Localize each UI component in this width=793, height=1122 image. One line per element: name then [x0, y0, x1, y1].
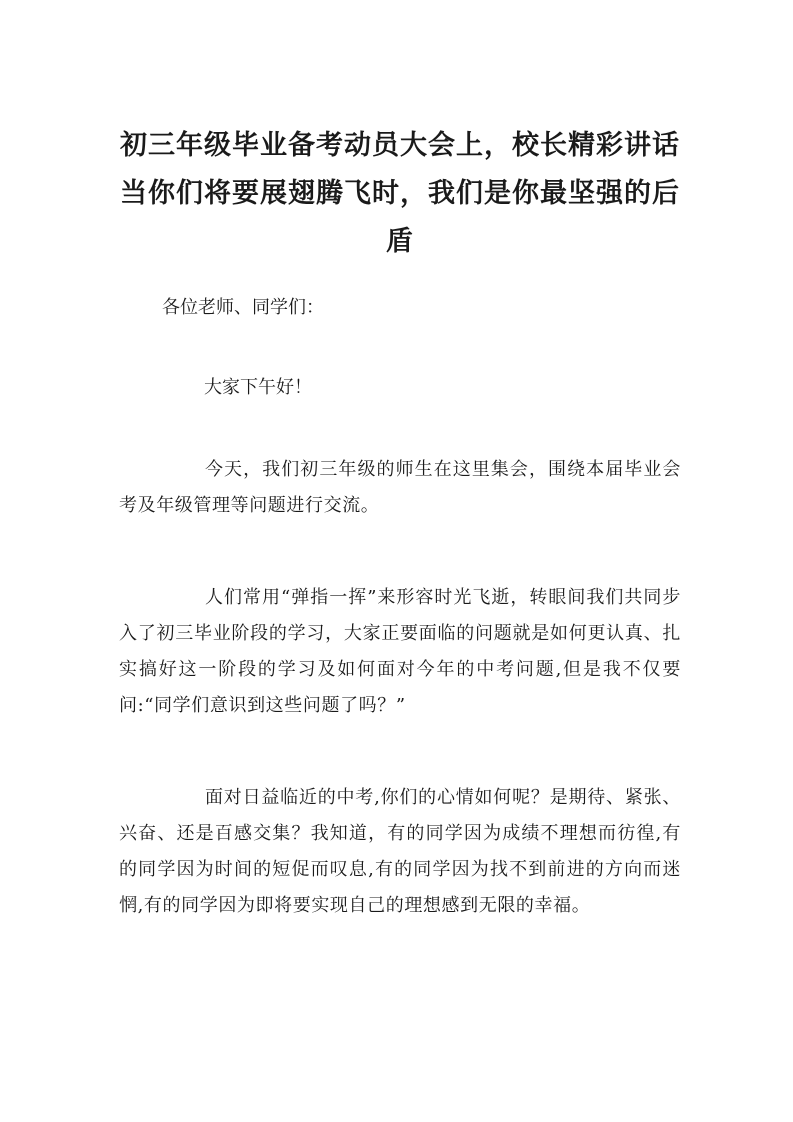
paragraph-1: 今天，我们初三年级的师生在这里集会，围绕本届毕业会考及年级管理等问题进行交流。: [119, 459, 681, 516]
paragraph-3: 面对日益临近的中考,你们的心情如何呢？是期待、紧张、兴奋、还是百感交集？我知道，有的同学因为成绩不理想而彷徨,有的同学因为时间的短促而叹息,有的同学因为找不到前进的方向而迷惘,有的同学因为即将要实现自己的理想感到无限的幸福。: [119, 787, 681, 916]
document-title: 初三年级毕业备考动员大会上，校长精彩讲话当你们将要展翅腾飞时，我们是你最坚强的后盾: [120, 130, 680, 257]
greeting: 大家下午好！: [204, 377, 312, 398]
paragraph-2: 人们常用“弹指一挥”来形容时光飞逝，转眼间我们共同步入了初三毕业阶段的学习，大家正要面临的问题就是如何更认真、扎实搞好这一阶段的学习及如何面对今年的中考问题,但是我不仅要问:“同学们意识到这些问题了吗？”: [119, 587, 681, 716]
salutation: 各位老师、同学们：: [162, 297, 324, 318]
